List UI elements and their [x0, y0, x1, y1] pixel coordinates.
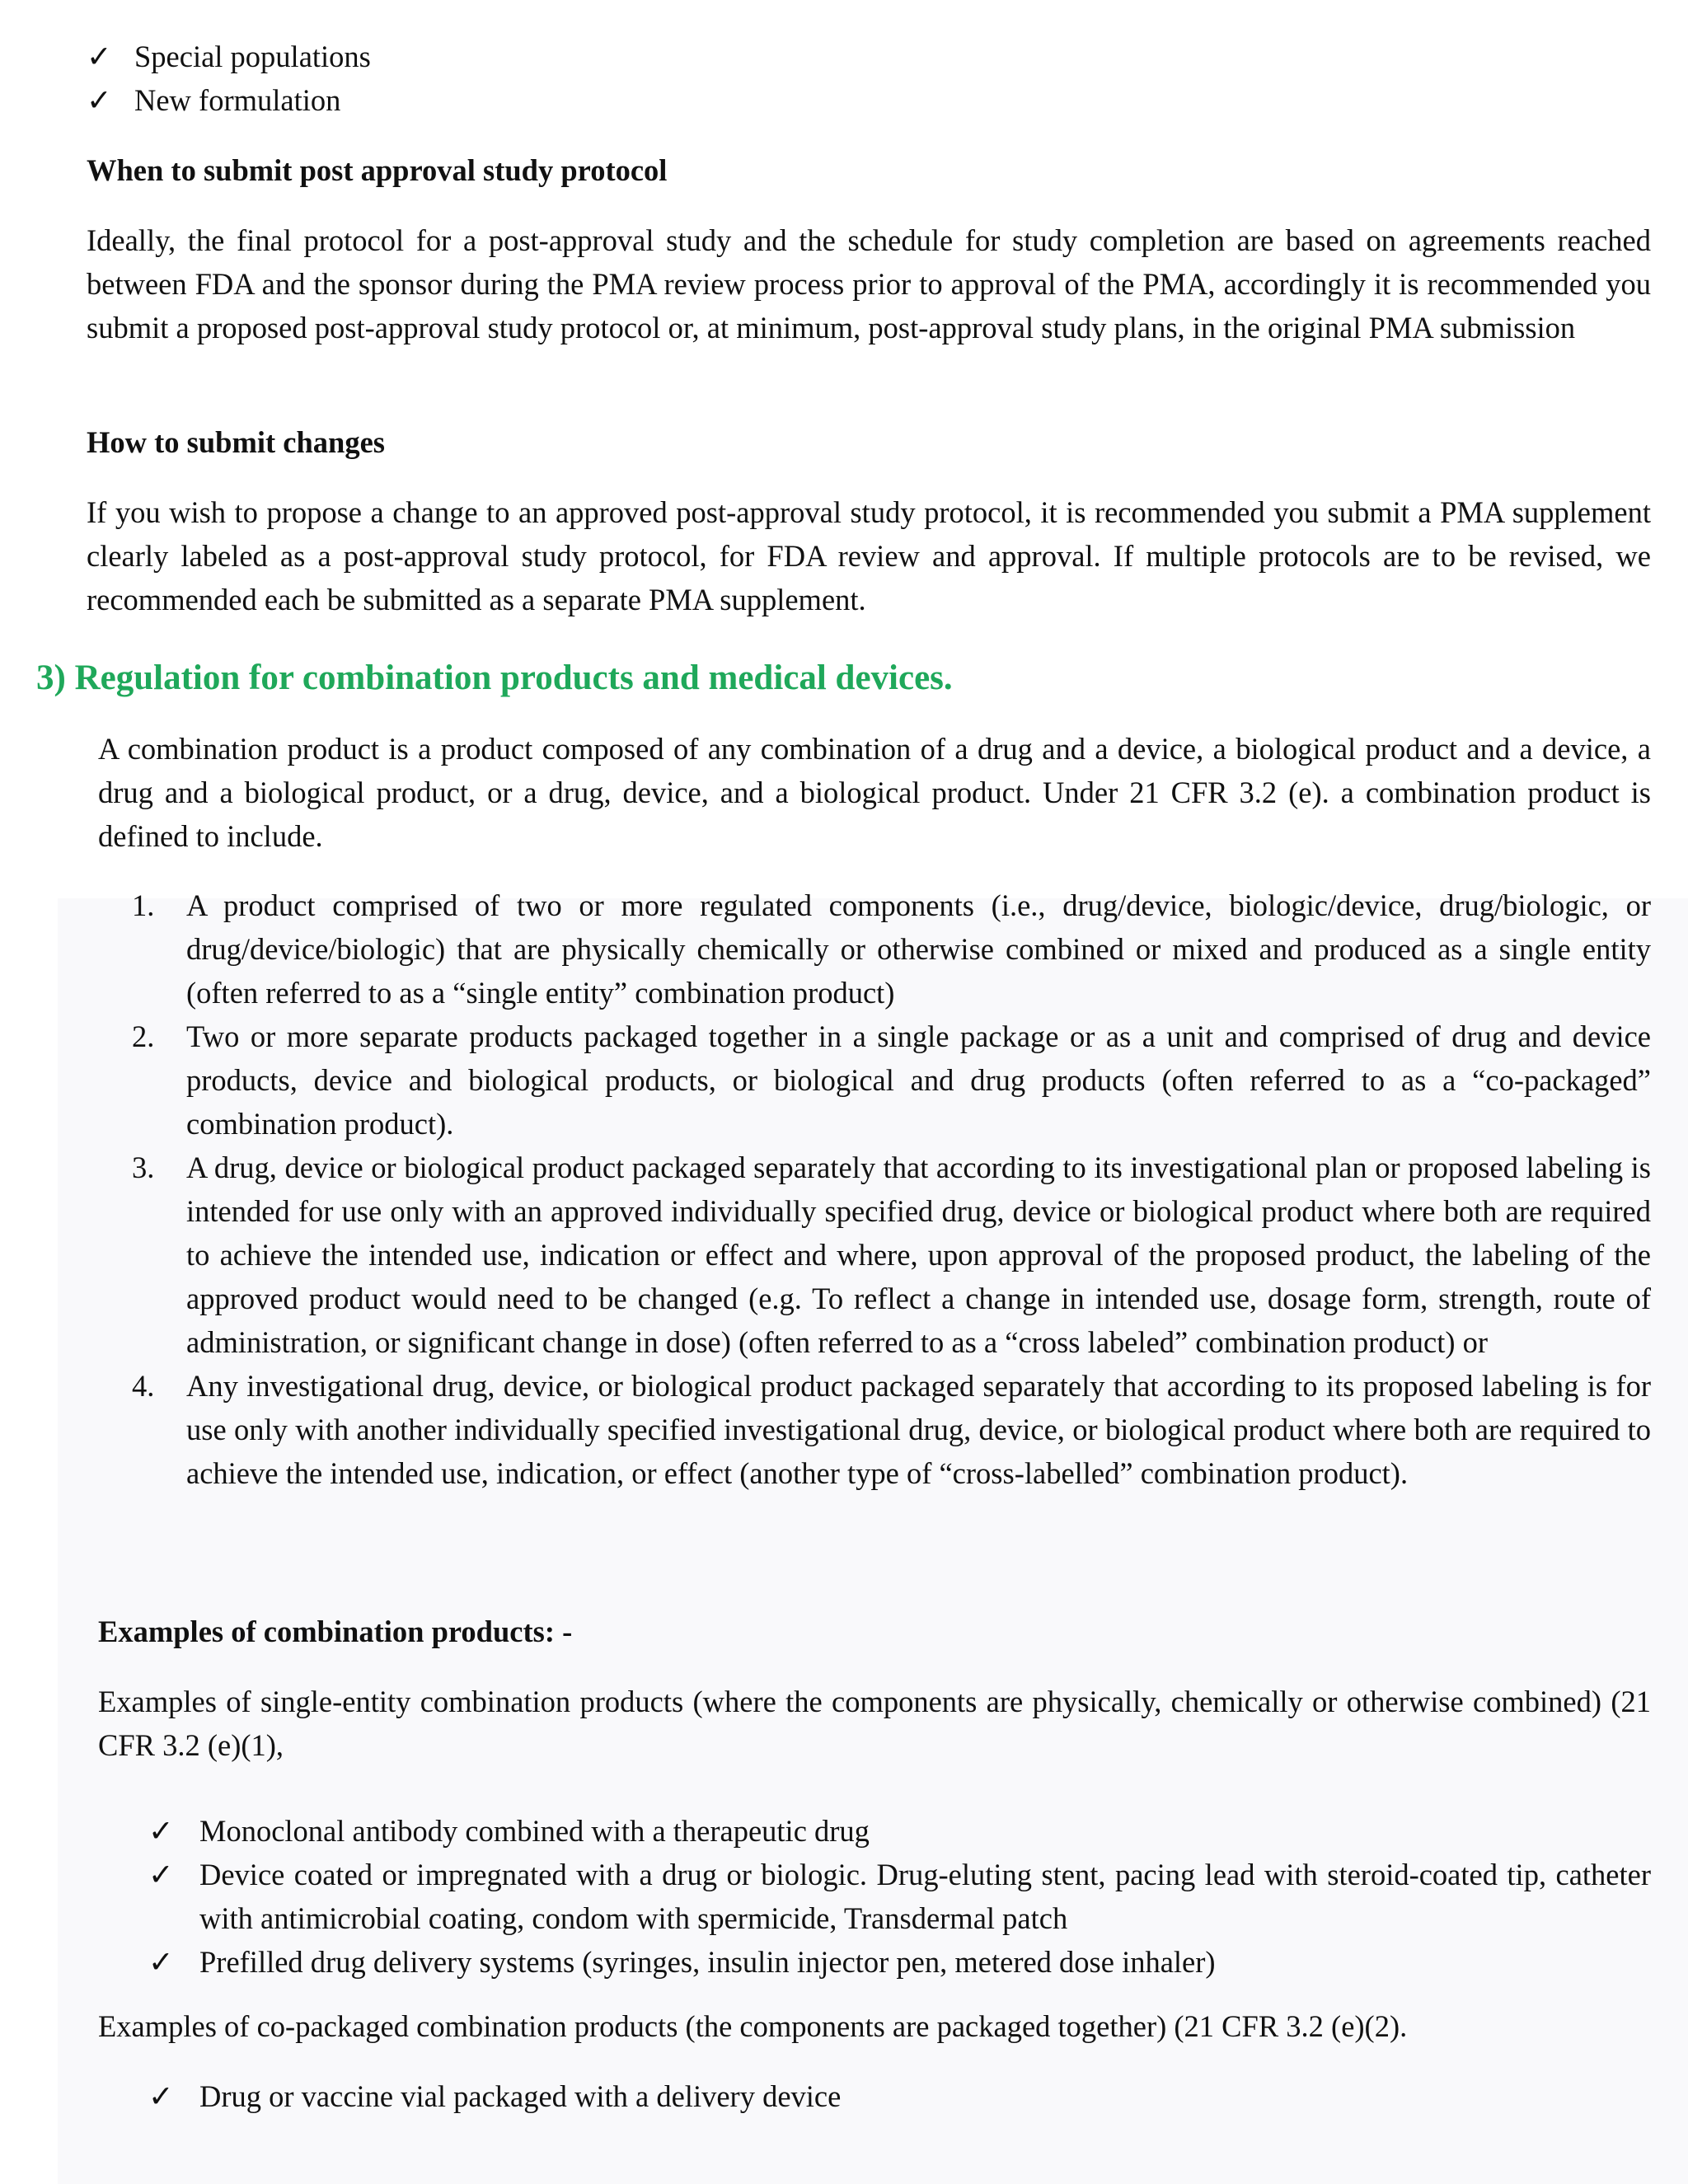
single-entity-intro: Examples of single-entity combination products (where the components are physically, chemically or otherwise combined) (21 CFR 3.2 (e)(1), [98, 1685, 1651, 1762]
item-text: Two or more separate products packaged together in a single package or as a unit and comprised of drug and device products, device and biological products, or biological and drug products (often referred to as a “co-packaged” combination product). [186, 1019, 1651, 1141]
intro-paragraph: A combination product is a product composed of any combination of a drug and a device, a biological product and a device, a drug and a biological product, or a drug, device, and a biological product. Under 21 CFR 3.2 (e). a combination product is defined to include. [98, 732, 1651, 853]
section-heading-when: When to submit post approval study protocol [87, 153, 668, 187]
list-item [87, 78, 1570, 122]
paragraph-how: If you wish to propose a change to an approved post-approval study protocol, it is recommended you submit a PMA supplement clearly labeled as a post-approval study protocol, for FDA review and approval. If multiple protocols are to be revised, we recommended each be submitted as a separate PMA supplement. [87, 495, 1651, 616]
copackaged-intro: Examples of co-packaged combination products (the components are packaged together) (21 CFR 3.2 (e)(2). [98, 2009, 1408, 2043]
numbered-list [132, 883, 1651, 1495]
top-checklist [87, 35, 1570, 122]
item-number: 2. [132, 1019, 155, 1053]
item-number: 3. [132, 1151, 155, 1184]
numbered-item [132, 1146, 1651, 1364]
list-item-text: New formulation [134, 83, 341, 117]
single-entity-checklist [148, 1809, 1651, 1984]
check-icon: ✓ [148, 1814, 174, 1848]
numbered-item [132, 1015, 1651, 1146]
check-icon: ✓ [87, 83, 112, 117]
section-heading-how: How to submit changes [87, 425, 385, 459]
numbered-item [132, 883, 1651, 1015]
list-item-text: Device coated or impregnated with a drug or biologic. Drug-eluting stent, pacing lead with steroid-coated tip, catheter with antimicrobial coating, condom with spermicide, Transdermal patch [199, 1858, 1651, 1935]
check-icon: ✓ [87, 40, 112, 73]
list-item-text: Prefilled drug delivery systems (syringes, insulin injector pen, metered dose inhaler) [199, 1945, 1216, 1979]
list-item [148, 1809, 1651, 1853]
check-icon: ✓ [148, 1945, 174, 1979]
list-item-text: Monoclonal antibody combined with a therapeutic drug [199, 1814, 870, 1848]
item-text: Any investigational drug, device, or biological product packaged separately that according to its proposed labeling is for use only with another individually specified investigational drug, device, or biological product where both are required to achieve the intended use, indication, or effect (another type of “cross-labelled” combination product). [186, 1369, 1651, 1490]
copackaged-checklist [148, 2074, 1651, 2118]
section-heading-3: 3) Regulation for combination products and medical devices. [36, 658, 953, 697]
list-item [148, 2074, 1651, 2118]
numbered-item [132, 1364, 1651, 1495]
list-item [148, 1853, 1651, 1940]
check-icon: ✓ [148, 1858, 174, 1891]
examples-heading: Examples of combination products: - [98, 1615, 573, 1648]
item-text: A drug, device or biological product packaged separately that according to its investigational plan or proposed labeling is intended for use only with an approved individually specified drug, device or biological product where both are required to achieve the intended use, indication or effect and where, upon approval of the proposed product, the labeling of the approved product would need to be changed (e.g. To reflect a change in intended use, dosage form, strength, route of administration, or significant change in dose) (often referred to as a “cross labeled” combination product) or [186, 1151, 1651, 1359]
list-item [87, 35, 1570, 78]
paragraph-when: Ideally, the final protocol for a post-approval study and the schedule for study completion are based on agreements reached between FDA and the sponsor during the PMA review process prior to approval of the PMA, accordingly it is recommended you submit a proposed post-approval study protocol or, at minimum, post-approval study plans, in the original PMA submission [87, 223, 1651, 344]
list-item-text: Special populations [134, 40, 371, 73]
list-item [148, 1940, 1651, 1984]
check-icon: ✓ [148, 2079, 174, 2113]
item-number: 1. [132, 888, 155, 922]
item-number: 4. [132, 1369, 155, 1403]
item-text: A product comprised of two or more regulated components (i.e., drug/device, biologic/device, drug/biologic, or drug/device/biologic) that are physically chemically or otherwise combined or mixed and produced as a single entity (often referred to as a “single entity” combination product) [186, 888, 1651, 1010]
list-item-text: Drug or vaccine vial packaged with a delivery device [199, 2079, 842, 2113]
